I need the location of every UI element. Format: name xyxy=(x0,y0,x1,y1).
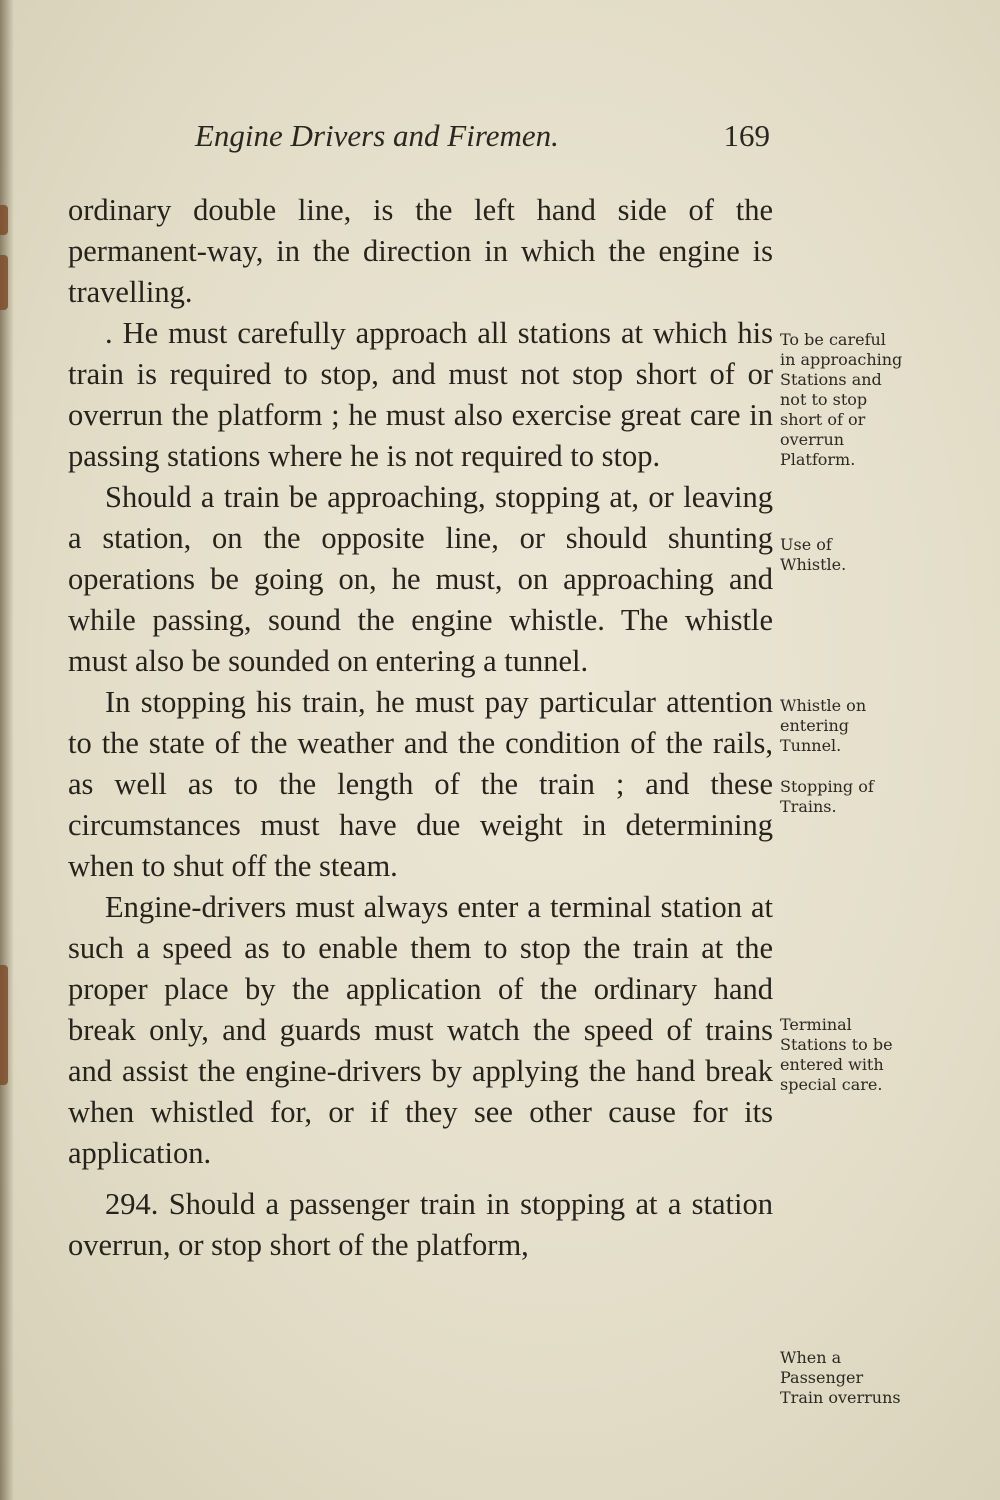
paragraph: . He must carefully approach all stations at which his train is required to stop, and must not stop short of or overrun the platform ; he must also exercise great care in passing stations where he is not required to stop. xyxy=(68,316,773,473)
page-number: 169 xyxy=(723,118,770,153)
paragraph: 294. Should a passenger train in stopping at a station overrun, or stop short of the platform, xyxy=(68,1187,773,1262)
margin-note: Terminal Stations to be entered with special care. xyxy=(780,1015,893,1094)
paragraph: Should a train be approaching, stopping at, or leaving a station, on the opposite line, or should shunting operations be going on, he must, on approaching and while passing, sound the engine whistle. The whistle must also be sounded on entering a tunnel. xyxy=(68,480,773,678)
margin-note: When a Passenger Train overruns xyxy=(780,1348,901,1407)
page-edge-mark xyxy=(0,965,8,1085)
margin-note: Whistle on entering Tunnel. xyxy=(780,696,867,755)
paragraph: ordinary double line, is the left hand side of the permanent-way, in the direction in which the engine is travelling. xyxy=(68,193,773,309)
paragraph: Engine-drivers must always enter a terminal station at such a speed as to enable them to stop the train at the proper place by the application of the ordinary hand break only, and guards must watch the speed of trains and assist the engine-drivers by applying the hand break when whistled for, or if they see other cause for its application. xyxy=(68,890,773,1170)
margin-note: To be careful in approaching Stations and not to stop short of or overrun Platform. xyxy=(780,330,903,469)
margin-note: Stopping of Trains. xyxy=(780,777,874,816)
running-title: Engine Drivers and Firemen. xyxy=(195,118,559,153)
paragraph: In stopping his train, he must pay particular attention to the state of the weather and the condition of the rails, as well as to the length of the train ; and these circumstances must have due weight in determining when to shut off the steam. xyxy=(68,685,773,883)
running-header xyxy=(195,118,770,162)
page-edge-mark xyxy=(0,255,8,310)
page-edge-mark xyxy=(0,205,8,235)
body-text xyxy=(68,190,773,1266)
margin-note: Use of Whistle. xyxy=(780,535,847,574)
